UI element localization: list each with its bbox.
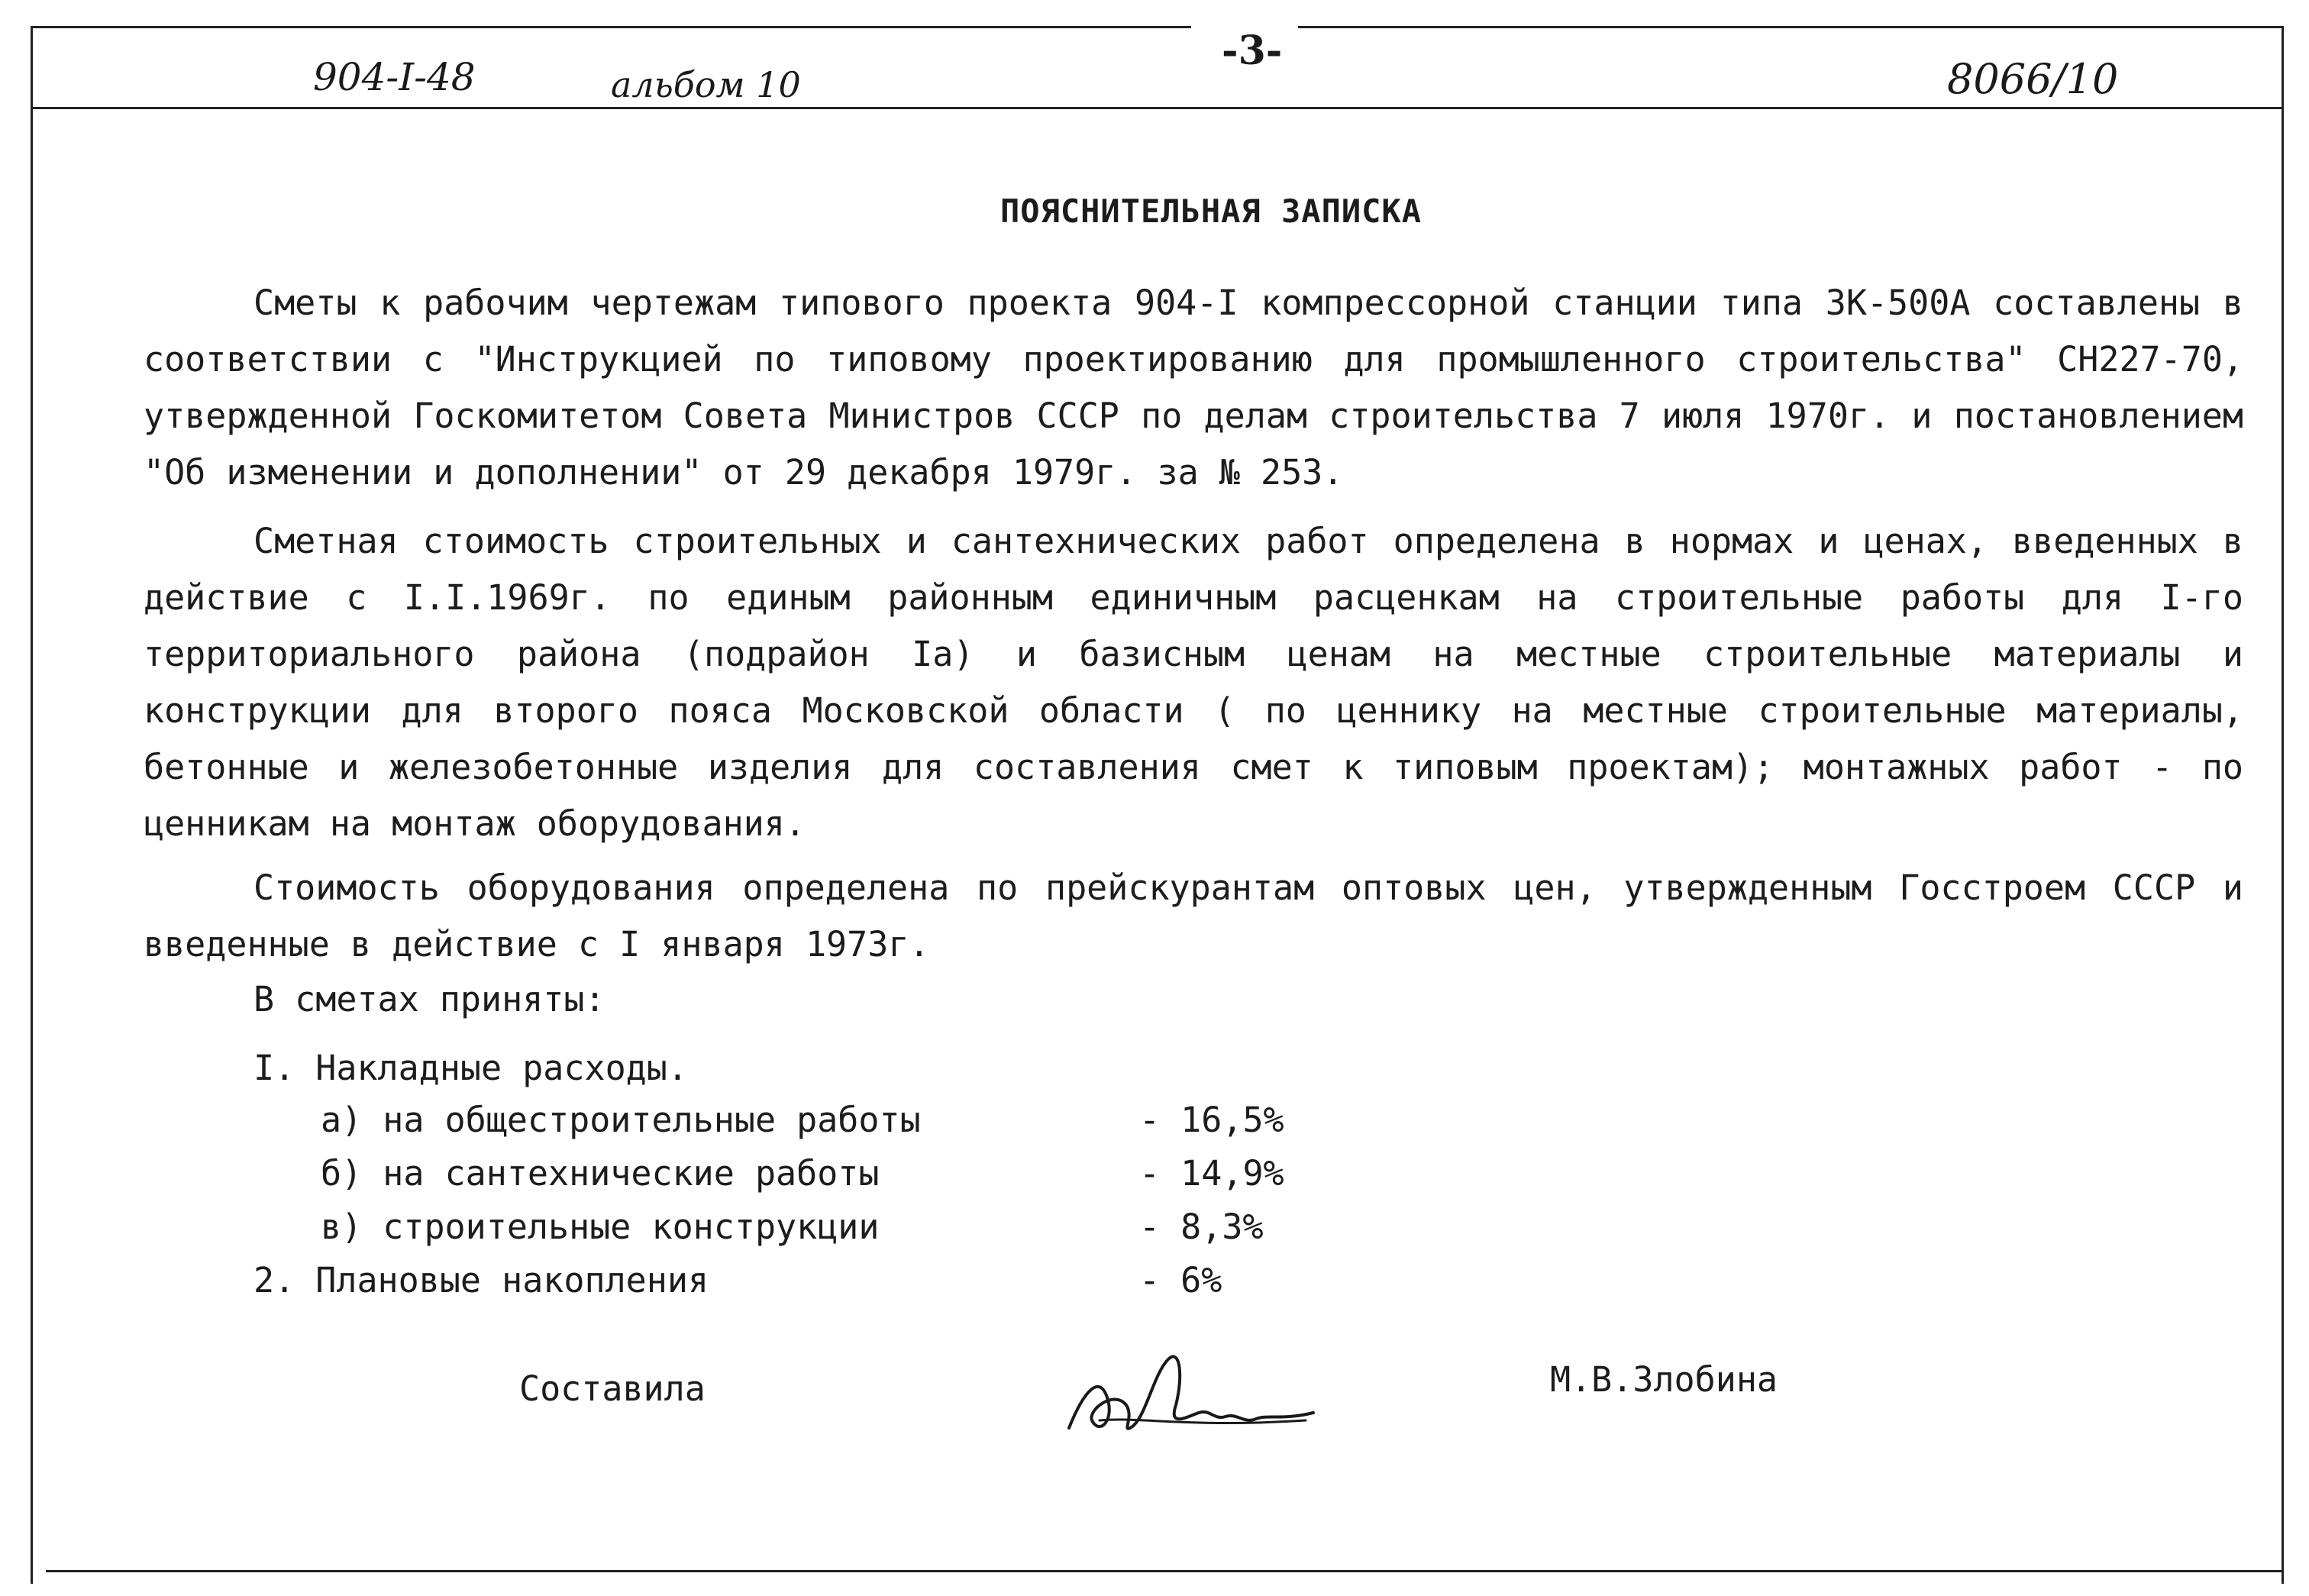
overhead-c-value: - 8,3% bbox=[1139, 1207, 1264, 1247]
overhead-b-label: б) на сантехнические работы bbox=[321, 1153, 880, 1194]
overhead-a-label: а) на общестроительные работы bbox=[321, 1100, 921, 1140]
handwritten-signature bbox=[1054, 1344, 1344, 1451]
frame-left-line bbox=[31, 26, 33, 1584]
registration-number: 8066/10 bbox=[1947, 55, 2119, 103]
accepted-heading: В сметах приняты: bbox=[254, 979, 606, 1019]
compiled-by-label: Составила bbox=[519, 1368, 706, 1409]
frame-bottom-line bbox=[46, 1570, 2283, 1572]
planned-value: - 6% bbox=[1139, 1260, 1222, 1300]
frame-right-line bbox=[2282, 26, 2284, 1584]
album-label: альбом 10 bbox=[611, 64, 801, 105]
compiler-name: М.В.Злобина bbox=[1550, 1359, 1778, 1400]
project-code: 904-I-48 bbox=[313, 55, 476, 99]
document-title: ПОЯСНИТЕЛЬНАЯ ЗАПИСКА bbox=[1000, 192, 1423, 230]
frame-top-line bbox=[31, 26, 1191, 28]
overhead-c-label: в) строительные конструкции bbox=[321, 1207, 880, 1247]
frame-header-line bbox=[31, 107, 2283, 109]
paragraph-estimates: Сметы к рабочим чертежам типового проекта 904-I компрессорной станции типа 3К-500А составлены в соответствии с "Инструкцией по типовому проектированию для промышленного строительства" СН227-70, утвержденной Госкомитетом Совета Министров СССР по делам строительства 7 июля 1970г. и постановлением "Об изменении и дополнении" от 29 декабря 1979г. за № 253. bbox=[144, 283, 2243, 493]
page-number: -3- bbox=[1222, 27, 1283, 74]
planned-label: 2. Плановые накопления bbox=[254, 1260, 709, 1300]
paragraph-cost: Сметная стоимость строительных и сантехнических работ определена в нормах и ценах, введенных в действие с I.I.1969г. по единым районным единичным расценкам на строительные работы для I-го территориального района (подрайон Iа) и базисным ценам на местные строительные материалы и конструкции для второго пояса Московской области ( по ценнику на местные строительные материалы, бетонные и железобетонные изделия для составления смет к типовым проектам); монтажных работ - по ценникам на монтаж оборудования. bbox=[144, 521, 2243, 844]
overhead-label: I. Накладные расходы. bbox=[254, 1048, 688, 1088]
overhead-b-value: - 14,9% bbox=[1139, 1153, 1284, 1194]
paragraph-equipment: Стоимость оборудования определена по прейскурантам оптовых цен, утвержденным Госстроем СССР и введенные в действие с I января 1973г. bbox=[144, 867, 2243, 964]
frame-top-line-right bbox=[1298, 26, 2283, 28]
overhead-a-value: - 16,5% bbox=[1139, 1100, 1284, 1140]
